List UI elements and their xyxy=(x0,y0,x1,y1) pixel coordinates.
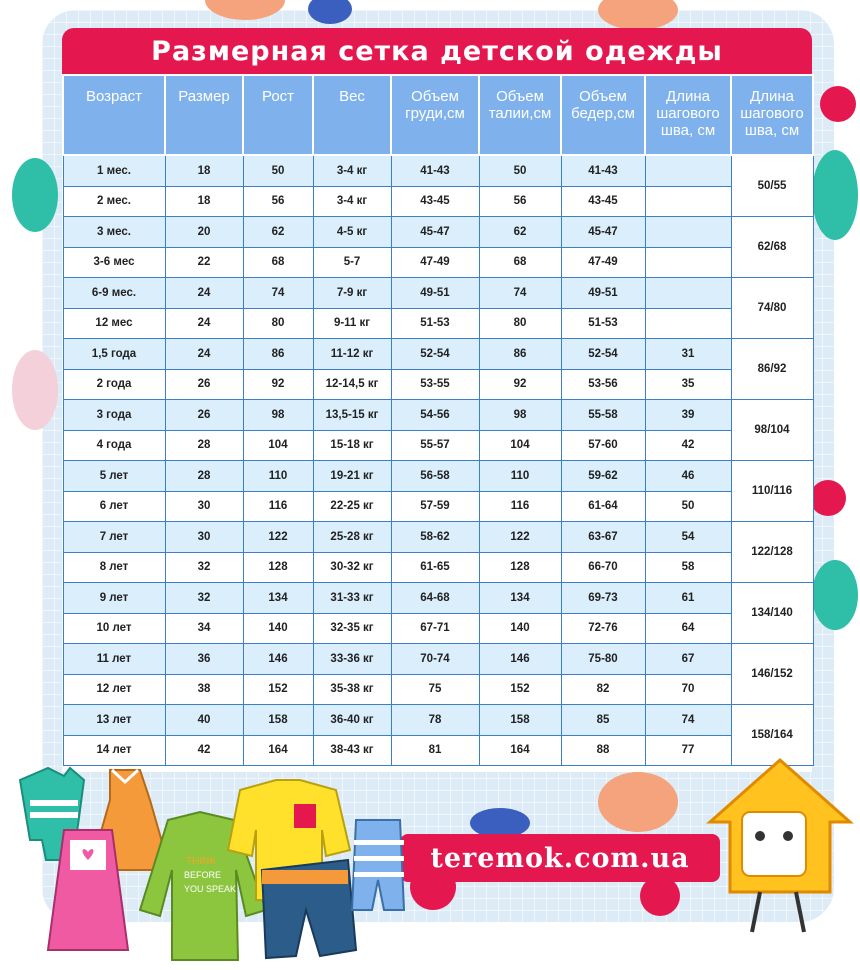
mascot-illustration xyxy=(700,752,860,952)
cell-size: 42 xyxy=(165,735,243,766)
cell-weight: 22-25 кг xyxy=(313,491,391,522)
cell-chest: 49-51 xyxy=(391,278,479,309)
decor-circle xyxy=(820,86,856,122)
cell-waist: 98 xyxy=(479,400,561,431)
cell-height: 134 xyxy=(243,583,313,614)
cell-weight: 13,5-15 кг xyxy=(313,400,391,431)
cell-hips: 55-58 xyxy=(561,400,645,431)
cell-weight: 7-9 кг xyxy=(313,278,391,309)
cell-inseam: 77 xyxy=(645,735,731,766)
decor-circle xyxy=(598,772,678,832)
cell-hips: 45-47 xyxy=(561,217,645,248)
cell-weight: 15-18 кг xyxy=(313,430,391,461)
site-banner xyxy=(400,834,720,882)
cell-inseam-pair: 62/68 xyxy=(731,217,813,278)
cell-size: 36 xyxy=(165,644,243,675)
cell-size: 32 xyxy=(165,552,243,583)
cell-waist: 122 xyxy=(479,522,561,553)
header-hips: Объем бедер,см xyxy=(561,75,645,155)
cell-inseam xyxy=(645,278,731,309)
cell-age: 1,5 года xyxy=(63,339,165,370)
cell-height: 98 xyxy=(243,400,313,431)
cell-inseam-pair: 74/80 xyxy=(731,278,813,339)
cell-height: 122 xyxy=(243,522,313,553)
cell-age: 3-6 мес xyxy=(63,247,165,278)
cell-inseam: 35 xyxy=(645,369,731,400)
cell-chest: 53-55 xyxy=(391,369,479,400)
cell-size: 34 xyxy=(165,613,243,644)
cell-waist: 86 xyxy=(479,339,561,370)
cell-waist: 146 xyxy=(479,644,561,675)
decor-circle xyxy=(810,480,846,516)
cell-inseam xyxy=(645,186,731,217)
cell-size: 22 xyxy=(165,247,243,278)
overalls-icon xyxy=(352,820,404,910)
table-row xyxy=(63,644,813,675)
cell-chest: 64-68 xyxy=(391,583,479,614)
shirt-text-speak: SPEAK xyxy=(206,884,237,894)
cell-waist: 104 xyxy=(479,430,561,461)
cell-inseam-pair: 110/116 xyxy=(731,461,813,522)
cell-weight: 35-38 кг xyxy=(313,674,391,705)
cell-height: 116 xyxy=(243,491,313,522)
page-title: Размерная сетка детской одежды xyxy=(151,35,723,67)
cell-weight: 3-4 кг xyxy=(313,155,391,186)
cell-age: 2 года xyxy=(63,369,165,400)
title-banner xyxy=(62,28,812,74)
cell-chest: 45-47 xyxy=(391,217,479,248)
table-row xyxy=(63,430,813,461)
cell-age: 6-9 мес. xyxy=(63,278,165,309)
cell-inseam-pair: 50/55 xyxy=(731,155,813,217)
header-waist: Объем талии,см xyxy=(479,75,561,155)
cell-size: 18 xyxy=(165,186,243,217)
cell-hips: 47-49 xyxy=(561,247,645,278)
cell-height: 146 xyxy=(243,644,313,675)
header-inseam: Длина шагового шва, см xyxy=(645,75,731,155)
cell-inseam: 42 xyxy=(645,430,731,461)
cell-age: 6 лет xyxy=(63,491,165,522)
cell-waist: 110 xyxy=(479,461,561,492)
table-row xyxy=(63,278,813,309)
cell-waist: 134 xyxy=(479,583,561,614)
table-row xyxy=(63,369,813,400)
table-header-row xyxy=(63,75,813,155)
header-weight: Вес xyxy=(313,75,391,155)
table-row xyxy=(63,308,813,339)
cell-inseam-pair: 86/92 xyxy=(731,339,813,400)
cell-weight: 5-7 xyxy=(313,247,391,278)
shirt-text-you: YOU xyxy=(184,884,204,894)
cell-waist: 62 xyxy=(479,217,561,248)
cell-size: 28 xyxy=(165,430,243,461)
cell-size: 32 xyxy=(165,583,243,614)
cell-weight: 33-36 кг xyxy=(313,644,391,675)
table-row xyxy=(63,186,813,217)
cell-age: 3 мес. xyxy=(63,217,165,248)
cell-age: 12 мес xyxy=(63,308,165,339)
table-row xyxy=(63,155,813,186)
cell-size: 26 xyxy=(165,400,243,431)
size-table-wrapper xyxy=(62,74,812,772)
cell-inseam-pair: 98/104 xyxy=(731,400,813,461)
table-row xyxy=(63,674,813,705)
cell-waist: 152 xyxy=(479,674,561,705)
cell-height: 80 xyxy=(243,308,313,339)
cell-chest: 75 xyxy=(391,674,479,705)
cell-hips: 66-70 xyxy=(561,552,645,583)
cell-inseam: 74 xyxy=(645,705,731,736)
cell-chest: 47-49 xyxy=(391,247,479,278)
cell-height: 110 xyxy=(243,461,313,492)
cell-size: 26 xyxy=(165,369,243,400)
cell-weight: 25-28 кг xyxy=(313,522,391,553)
size-table xyxy=(62,74,814,766)
cell-inseam-pair: 158/164 xyxy=(731,705,813,766)
decor-circle xyxy=(812,560,858,630)
table-row xyxy=(63,522,813,553)
cell-age: 10 лет xyxy=(63,613,165,644)
table-row xyxy=(63,613,813,644)
cell-waist: 116 xyxy=(479,491,561,522)
decor-circle xyxy=(640,876,680,916)
cell-inseam: 50 xyxy=(645,491,731,522)
cell-age: 2 мес. xyxy=(63,186,165,217)
cell-chest: 55-57 xyxy=(391,430,479,461)
cell-weight: 36-40 кг xyxy=(313,705,391,736)
cell-height: 56 xyxy=(243,186,313,217)
header-inseam-pair: Длина шагового шва, см xyxy=(731,75,813,155)
table-row xyxy=(63,583,813,614)
cell-inseam: 58 xyxy=(645,552,731,583)
cell-hips: 72-76 xyxy=(561,613,645,644)
cell-chest: 78 xyxy=(391,705,479,736)
table-row xyxy=(63,217,813,248)
cell-age: 14 лет xyxy=(63,735,165,766)
cell-waist: 92 xyxy=(479,369,561,400)
cell-waist: 140 xyxy=(479,613,561,644)
cell-hips: 49-51 xyxy=(561,278,645,309)
cell-age: 9 лет xyxy=(63,583,165,614)
cell-inseam: 61 xyxy=(645,583,731,614)
cell-size: 18 xyxy=(165,155,243,186)
cell-chest: 41-43 xyxy=(391,155,479,186)
cell-inseam: 31 xyxy=(645,339,731,370)
table-row xyxy=(63,491,813,522)
cell-height: 86 xyxy=(243,339,313,370)
cell-hips: 59-62 xyxy=(561,461,645,492)
cell-height: 92 xyxy=(243,369,313,400)
cell-inseam: 70 xyxy=(645,674,731,705)
cell-inseam xyxy=(645,217,731,248)
cell-chest: 52-54 xyxy=(391,339,479,370)
cell-weight: 4-5 кг xyxy=(313,217,391,248)
cell-hips: 52-54 xyxy=(561,339,645,370)
cell-hips: 43-45 xyxy=(561,186,645,217)
cell-inseam-pair: 146/152 xyxy=(731,644,813,705)
cell-waist: 158 xyxy=(479,705,561,736)
cell-weight: 32-35 кг xyxy=(313,613,391,644)
table-row xyxy=(63,461,813,492)
cell-hips: 75-80 xyxy=(561,644,645,675)
cell-height: 62 xyxy=(243,217,313,248)
header-height: Рост xyxy=(243,75,313,155)
cell-height: 140 xyxy=(243,613,313,644)
cell-inseam-pair: 134/140 xyxy=(731,583,813,644)
table-row xyxy=(63,552,813,583)
cell-inseam-pair: 122/128 xyxy=(731,522,813,583)
cell-size: 24 xyxy=(165,308,243,339)
cell-age: 13 лет xyxy=(63,705,165,736)
cell-inseam xyxy=(645,155,731,186)
shirt-text-think: THINK xyxy=(186,856,216,867)
cell-weight: 12-14,5 кг xyxy=(313,369,391,400)
cell-size: 24 xyxy=(165,339,243,370)
cell-size: 28 xyxy=(165,461,243,492)
cell-age: 12 лет xyxy=(63,674,165,705)
cell-inseam: 64 xyxy=(645,613,731,644)
cell-age: 4 года xyxy=(63,430,165,461)
cell-height: 74 xyxy=(243,278,313,309)
cell-weight: 3-4 кг xyxy=(313,186,391,217)
cell-waist: 68 xyxy=(479,247,561,278)
cell-chest: 54-56 xyxy=(391,400,479,431)
shirt-text-before: BEFORE xyxy=(184,870,222,880)
table-row xyxy=(63,339,813,370)
cell-waist: 50 xyxy=(479,155,561,186)
table-row xyxy=(63,400,813,431)
cell-chest: 81 xyxy=(391,735,479,766)
cell-waist: 56 xyxy=(479,186,561,217)
cell-chest: 43-45 xyxy=(391,186,479,217)
cell-age: 1 мес. xyxy=(63,155,165,186)
cell-waist: 164 xyxy=(479,735,561,766)
cell-size: 40 xyxy=(165,705,243,736)
header-chest: Объем груди,см xyxy=(391,75,479,155)
cell-weight: 19-21 кг xyxy=(313,461,391,492)
cell-inseam xyxy=(645,308,731,339)
cell-size: 24 xyxy=(165,278,243,309)
header-age: Возраст xyxy=(63,75,165,155)
cell-height: 68 xyxy=(243,247,313,278)
cell-chest: 56-58 xyxy=(391,461,479,492)
decor-circle xyxy=(812,150,858,240)
cell-hips: 57-60 xyxy=(561,430,645,461)
cell-inseam: 54 xyxy=(645,522,731,553)
cell-inseam: 39 xyxy=(645,400,731,431)
table-body xyxy=(63,155,813,766)
cell-hips: 82 xyxy=(561,674,645,705)
cell-chest: 58-62 xyxy=(391,522,479,553)
cell-height: 128 xyxy=(243,552,313,583)
cell-hips: 41-43 xyxy=(561,155,645,186)
cell-hips: 88 xyxy=(561,735,645,766)
cell-size: 38 xyxy=(165,674,243,705)
cell-height: 158 xyxy=(243,705,313,736)
cell-hips: 61-64 xyxy=(561,491,645,522)
clothing-illustration xyxy=(0,760,420,970)
cell-weight: 38-43 кг xyxy=(313,735,391,766)
cell-waist: 74 xyxy=(479,278,561,309)
cell-size: 30 xyxy=(165,522,243,553)
cell-height: 104 xyxy=(243,430,313,461)
cell-height: 164 xyxy=(243,735,313,766)
house-mascot-icon xyxy=(710,760,850,932)
cell-inseam: 46 xyxy=(645,461,731,492)
decor-circle xyxy=(12,350,58,430)
site-url[interactable]: teremok.com.ua xyxy=(430,842,690,874)
cell-height: 152 xyxy=(243,674,313,705)
cell-size: 30 xyxy=(165,491,243,522)
shorts-icon xyxy=(262,860,356,958)
decor-circle xyxy=(12,158,58,232)
cell-hips: 85 xyxy=(561,705,645,736)
cell-inseam: 67 xyxy=(645,644,731,675)
cell-weight: 31-33 кг xyxy=(313,583,391,614)
cell-inseam xyxy=(645,247,731,278)
cell-age: 11 лет xyxy=(63,644,165,675)
cell-chest: 70-74 xyxy=(391,644,479,675)
cell-waist: 80 xyxy=(479,308,561,339)
cell-height: 50 xyxy=(243,155,313,186)
cell-hips: 53-56 xyxy=(561,369,645,400)
cell-weight: 30-32 кг xyxy=(313,552,391,583)
cell-hips: 69-73 xyxy=(561,583,645,614)
cell-chest: 57-59 xyxy=(391,491,479,522)
cell-waist: 128 xyxy=(479,552,561,583)
cell-chest: 61-65 xyxy=(391,552,479,583)
table-row xyxy=(63,247,813,278)
cell-weight: 9-11 кг xyxy=(313,308,391,339)
header-size: Размер xyxy=(165,75,243,155)
cell-age: 5 лет xyxy=(63,461,165,492)
cell-age: 8 лет xyxy=(63,552,165,583)
cell-hips: 63-67 xyxy=(561,522,645,553)
cell-weight: 11-12 кг xyxy=(313,339,391,370)
cell-age: 3 года xyxy=(63,400,165,431)
cell-chest: 51-53 xyxy=(391,308,479,339)
table-row xyxy=(63,705,813,736)
cell-chest: 67-71 xyxy=(391,613,479,644)
cell-age: 7 лет xyxy=(63,522,165,553)
cell-hips: 51-53 xyxy=(561,308,645,339)
cell-size: 20 xyxy=(165,217,243,248)
